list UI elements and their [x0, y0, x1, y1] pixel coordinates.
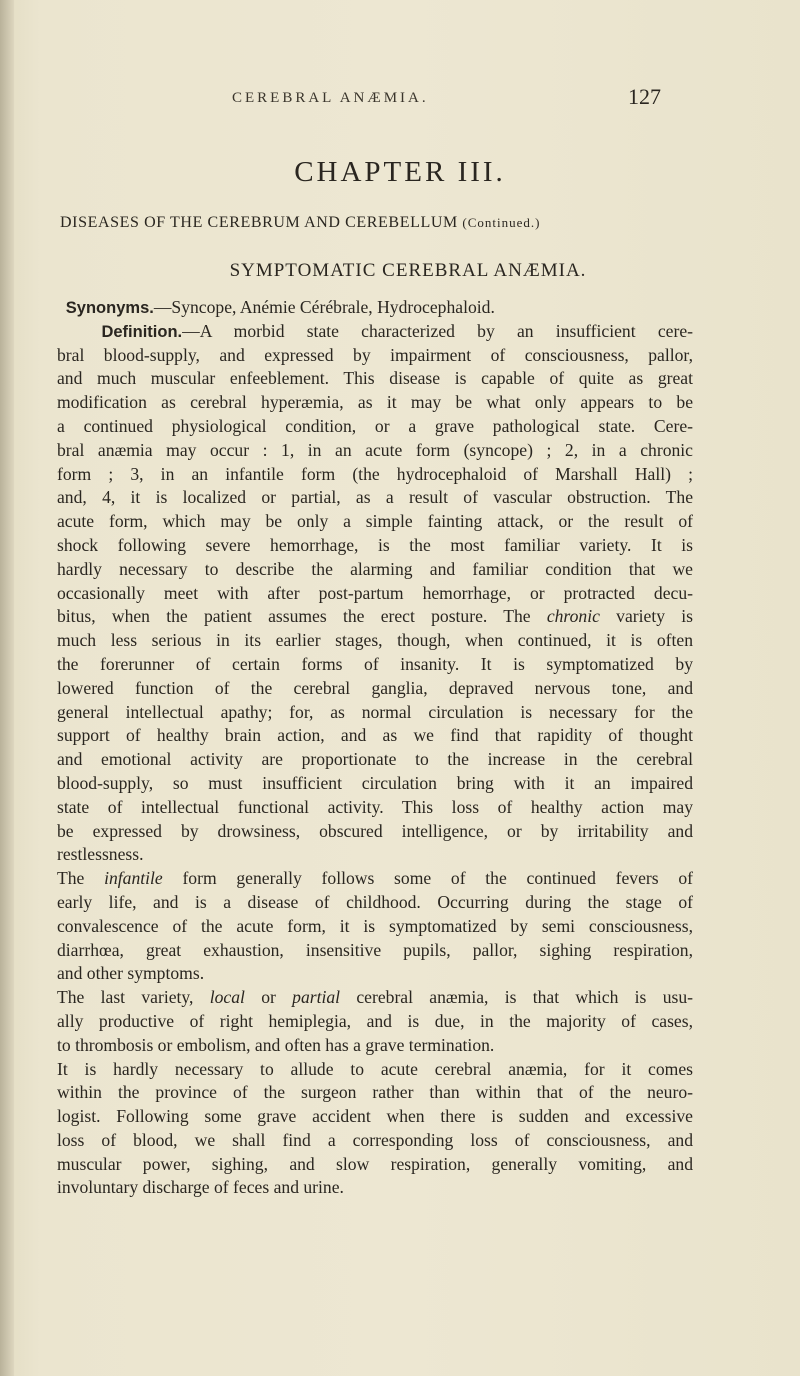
- text-line: involuntary discharge of feces and urine.: [57, 1177, 344, 1198]
- last-variety-pre: The last variety,: [57, 987, 210, 1008]
- text-line: ally productive of right hemiplegia, and is due, in the majority of cases,: [57, 1010, 693, 1031]
- text-line: and emotional activity are proportionate to the increase in the cerebral: [57, 749, 693, 770]
- text-line: bral anæmia may occur : 1, in an acute form (syncope) ; 2, in a chronic: [57, 439, 693, 460]
- section-title: SYMPTOMATIC CEREBRAL ANÆMIA.: [229, 260, 587, 281]
- subtitle-continued: (Continued.): [462, 215, 541, 230]
- infantile-post: form generally follows some of the continued fevers of: [162, 868, 693, 889]
- text-line: and other symptoms.: [57, 963, 205, 984]
- text-line: shock following severe hemorrhage, is the most familiar variety. It is: [57, 534, 693, 555]
- page-binding-edge: [0, 0, 14, 1376]
- text-line: hardly necessary to describe the alarming and familiar condition that we: [57, 558, 693, 579]
- synonyms-text: —Syncope, Anémie Cérébrale, Hydrocephaloid.: [153, 297, 495, 317]
- text-line: much less serious in its earlier stages, though, when continued, it is often: [57, 630, 693, 651]
- subtitle-main: DISEASES OF THE CEREBRUM AND CEREBELLUM: [60, 214, 458, 231]
- text-line: and much muscular enfeeblement. This disease is capable of quite as great: [57, 368, 693, 389]
- or-word: or: [244, 987, 293, 1008]
- text-line: and, 4, it is localized or partial, as a result of vascular obstruction. The: [57, 487, 693, 508]
- text-line: convalescence of the acute form, it is symptomatized by semi consciousness,: [57, 915, 693, 936]
- running-head: CEREBRAL ANÆMIA.: [232, 90, 429, 106]
- text-line: support of healthy brain action, and as we find that rapidity of thought: [57, 725, 693, 746]
- chapter-subtitle: [60, 214, 760, 232]
- local-term: local: [209, 987, 245, 1008]
- text-line: restlessness.: [57, 844, 144, 865]
- text-line: loss of blood, we shall find a corresponding loss of consciousness, and: [57, 1129, 693, 1150]
- text-line: acute form, which may be only a simple fainting attack, or the result of: [57, 511, 693, 532]
- text-line: bral blood-supply, and expressed by impairment of consciousness, pallor,: [57, 344, 693, 365]
- text-line: logist. Following some grave accident when there is sudden and excessive: [57, 1106, 693, 1127]
- text-line: occasionally meet with after post-partum hemorrhage, or protracted decu-: [57, 582, 693, 603]
- infantile-term: infantile: [104, 868, 163, 889]
- text-line: diarrhœa, great exhaustion, insensitive pupils, pallor, sighing respiration,: [57, 939, 693, 960]
- page-number: 127: [628, 84, 661, 109]
- infantile-line: [57, 867, 693, 891]
- definition-text: —A morbid state characterized by an insufficient cere-: [182, 320, 693, 341]
- synonyms-label: Synonyms.: [65, 299, 154, 317]
- text-line: It is hardly necessary to allude to acute cerebral anæmia, for it comes: [57, 1058, 693, 1079]
- text-line: blood-supply, so must insufficient circulation bring with it an impaired: [57, 772, 693, 793]
- chapter-title: CHAPTER III.: [294, 156, 506, 188]
- text-line: form ; 3, in an infantile form (the hydrocephaloid of Marshall Hall) ;: [57, 463, 693, 484]
- text-line: be expressed by drowsiness, obscured intelligence, or by irritability and: [57, 820, 693, 841]
- text-line: modification as cerebral hyperæmia, as it may be what only appears to be: [57, 392, 693, 413]
- text-line: a continued physiological condition, or a grave pathological state. Cere-: [57, 415, 693, 436]
- last-variety-post: cerebral anæmia, is that which is usu-: [340, 987, 693, 1008]
- text-line: lowered function of the cerebral ganglia, depraved nervous tone, and: [57, 677, 693, 698]
- text-line: general intellectual apathy; for, as normal circulation is necessary for the: [57, 701, 693, 722]
- chronic-pre: bitus, when the patient assumes the erect posture. The: [57, 606, 547, 627]
- chronic-post: variety is: [599, 606, 693, 627]
- local-partial-line: [57, 986, 693, 1010]
- text-line: within the province of the surgeon rather than within that of the neuro-: [57, 1082, 693, 1103]
- definition-label: Definition.: [101, 322, 183, 341]
- text-line: early life, and is a disease of childhood. Occurring during the stage of: [57, 891, 693, 912]
- text-line: the forerunner of certain forms of insanity. It is symptomatized by: [57, 653, 693, 674]
- infantile-pre: The: [57, 868, 105, 889]
- synonyms-paragraph: [57, 296, 693, 320]
- body-text: [57, 296, 693, 1200]
- partial-term: partial: [292, 987, 341, 1008]
- text-line: to thrombosis or embolism, and often has a grave termination.: [57, 1034, 495, 1055]
- chronic-term: chronic: [546, 606, 600, 627]
- chronic-line: [57, 605, 693, 629]
- definition-first-line: [57, 320, 693, 344]
- text-line: state of intellectual functional activity. This loss of healthy action may: [57, 796, 693, 817]
- text-line: muscular power, sighing, and slow respiration, generally vomiting, and: [57, 1153, 693, 1174]
